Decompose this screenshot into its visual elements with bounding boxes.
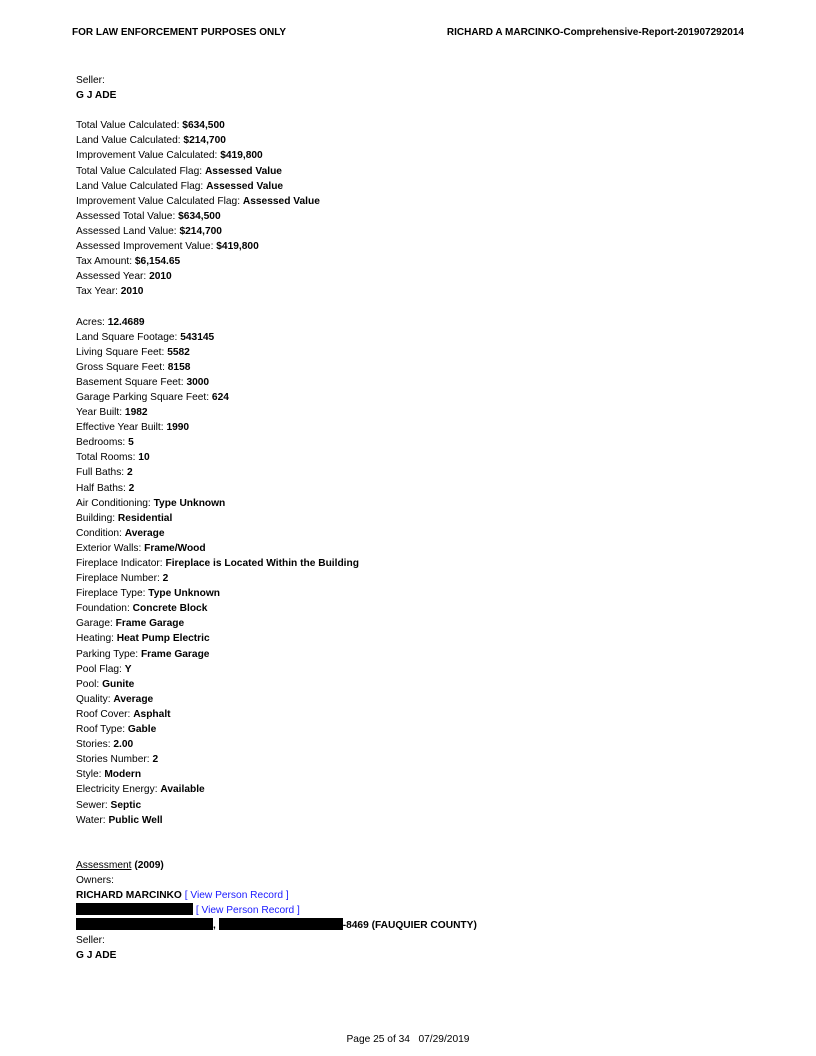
field-value: 2010 [149, 271, 172, 283]
field-value: Available [160, 784, 205, 796]
field-label: Garage: [76, 618, 116, 630]
address-row [76, 918, 736, 933]
field-label: Half Baths: [76, 482, 129, 494]
field-label: Quality: [76, 693, 114, 705]
spacer [76, 103, 736, 118]
field-label: Roof Cover: [76, 708, 134, 720]
field-label: Assessed Land Value: [76, 225, 180, 237]
field-row [76, 677, 736, 692]
field-label: Gross Square Feet: [76, 361, 168, 373]
field-row [76, 420, 736, 435]
field-row [76, 209, 736, 224]
field-row [76, 662, 736, 677]
field-label: Stories: [76, 739, 114, 751]
field-value: 2 [128, 482, 135, 494]
values-list [76, 118, 736, 299]
field-value: 10 [138, 452, 150, 464]
field-value: Assessed Value [204, 165, 282, 177]
field-label: Garage Parking Square Feet: [76, 391, 212, 403]
field-row [76, 375, 736, 390]
field-value: Type Unknown [148, 588, 220, 600]
field-value: Assessed Value [206, 180, 284, 192]
assessment-heading [76, 858, 736, 873]
field-label: Parking Type: [76, 648, 141, 660]
field-row [76, 345, 736, 360]
field-value: Residential [117, 512, 173, 524]
seller-value: G J ADE [76, 90, 117, 102]
field-row [76, 511, 736, 526]
field-label: Building: [76, 512, 118, 524]
field-value: Fireplace is Located Within the Building [165, 558, 359, 569]
assessment-year: (2009) [134, 859, 164, 871]
view-person-record-link[interactable]: [ View Person Record ] [195, 905, 300, 917]
report-date: 07/29/2019 [418, 1034, 470, 1045]
field-label: Tax Year: [76, 286, 121, 298]
field-label: Fireplace Type: [76, 588, 149, 600]
field-row [76, 616, 736, 631]
field-row [76, 813, 736, 828]
field-label: Electricity Energy: [76, 784, 161, 796]
field-value: 5 [128, 437, 134, 449]
field-value: Gunite [102, 678, 135, 690]
field-row [76, 707, 736, 722]
page-header [72, 27, 744, 41]
field-label: Heating: [76, 633, 117, 645]
assessment-seller-value: G J ADE [76, 950, 117, 962]
field-value: 2010 [120, 286, 144, 298]
field-value: Heat Pump Electric [116, 633, 210, 645]
field-row [76, 405, 736, 420]
field-row [76, 330, 736, 345]
field-value: Asphalt [133, 708, 171, 720]
field-value: Type Unknown [153, 497, 226, 509]
field-row [76, 269, 736, 284]
redaction-block [76, 918, 213, 930]
field-label: Stories Number: [76, 754, 153, 766]
redaction-block [76, 903, 193, 915]
spacer [76, 299, 736, 314]
field-value: 3000 [186, 376, 210, 388]
field-value: Modern [104, 769, 142, 781]
address-suffix: -8469 (FAUQUIER COUNTY) [342, 920, 477, 932]
view-person-record-link[interactable]: [ View Person Record ] [184, 890, 289, 902]
assessment-seller-label: Seller: [76, 935, 105, 947]
field-value: 1990 [166, 422, 190, 434]
assessment-title: Assessment [76, 859, 132, 871]
field-label: Pool Flag: [76, 663, 125, 675]
field-row [76, 435, 736, 450]
owners-label: Owners: [76, 874, 114, 886]
field-value: Y [124, 663, 132, 675]
field-label: Assessed Total Value: [76, 210, 179, 222]
field-row [76, 586, 736, 601]
field-row [76, 526, 736, 541]
redacted-owner-row [76, 903, 736, 918]
field-value: Average [124, 527, 165, 539]
field-row [76, 767, 736, 782]
field-value: 2.00 [113, 739, 134, 751]
owner-name: RICHARD MARCINKO [76, 890, 182, 902]
page-number: Page 25 of 34 [346, 1034, 410, 1045]
field-row [76, 647, 736, 662]
field-label: Land Square Footage: [76, 331, 181, 343]
field-label: Land Value Calculated Flag: [76, 180, 207, 192]
field-label: Air Conditioning: [76, 497, 154, 509]
field-value: Public Well [108, 814, 163, 826]
field-row [76, 465, 736, 480]
field-row [76, 179, 736, 194]
field-label: Acres: [76, 316, 108, 328]
field-value: Average [113, 693, 154, 705]
field-value: 2 [162, 573, 169, 585]
field-value: 2 [152, 754, 159, 766]
redaction-block [219, 918, 343, 930]
field-row [76, 496, 736, 511]
field-value: Assessed Value [242, 195, 320, 207]
field-value: Septic [110, 799, 142, 811]
classification-label: FOR LAW ENFORCEMENT PURPOSES ONLY [72, 27, 287, 38]
field-row [76, 118, 736, 133]
field-value: Frame Garage [140, 648, 210, 660]
field-value: Concrete Block [132, 603, 208, 615]
page-footer [0, 1034, 816, 1045]
field-value: $419,800 [216, 241, 259, 253]
field-row [76, 737, 736, 752]
field-label: Assessed Year: [76, 271, 150, 283]
field-row [76, 239, 736, 254]
field-label: Improvement Value Calculated: [76, 150, 221, 162]
field-label: Full Baths: [76, 467, 127, 479]
field-label: Sewer: [76, 799, 111, 811]
field-label: Roof Type: [76, 724, 128, 736]
field-row [76, 315, 736, 330]
field-row [76, 284, 736, 299]
field-row [76, 390, 736, 405]
field-label: Basement Square Feet: [76, 376, 187, 388]
field-row [76, 133, 736, 148]
field-label: Fireplace Indicator: [76, 558, 166, 569]
field-row [76, 164, 736, 179]
field-value: 543145 [180, 331, 215, 343]
field-value: 8158 [167, 361, 191, 373]
field-label: Total Value Calculated: [76, 120, 183, 132]
field-label: Living Square Feet: [76, 346, 168, 358]
field-label: Exterior Walls: [76, 542, 145, 554]
field-value: Frame/Wood [144, 542, 206, 554]
field-row [76, 752, 736, 767]
field-label: Water: [76, 814, 109, 826]
field-label: Condition: [76, 527, 125, 539]
field-value: $634,500 [182, 120, 225, 132]
spacer [76, 828, 736, 858]
field-row [76, 148, 736, 163]
field-label: Total Rooms: [76, 452, 139, 464]
field-row [76, 481, 736, 496]
field-label: Year Built: [76, 407, 125, 419]
field-label: Bedrooms: [76, 437, 129, 449]
field-label: Fireplace Number: [76, 573, 163, 585]
field-value: 12.4689 [107, 316, 145, 328]
field-row [76, 571, 736, 586]
field-label: Total Value Calculated Flag: [76, 165, 205, 177]
field-row [76, 782, 736, 797]
field-label: Land Value Calculated: [76, 135, 184, 147]
owner-row [76, 888, 736, 903]
field-value: $634,500 [178, 210, 221, 222]
field-value: 624 [211, 391, 229, 403]
field-row [76, 798, 736, 813]
seller-label: Seller: [76, 75, 105, 86]
address-comma: , [213, 920, 216, 932]
field-label: Effective Year Built: [76, 422, 167, 434]
field-value: 1982 [124, 407, 148, 419]
field-label: Tax Amount: [76, 256, 135, 268]
field-label: Pool: [76, 678, 103, 690]
field-row [76, 631, 736, 646]
field-label: Foundation: [76, 603, 133, 615]
field-value: $6,154.65 [134, 256, 181, 268]
field-row [76, 556, 736, 571]
field-row [76, 601, 736, 616]
field-row [76, 360, 736, 375]
field-row [76, 254, 736, 269]
field-value: $214,700 [179, 225, 222, 237]
field-value: 5582 [167, 346, 190, 358]
field-value: Gable [127, 724, 157, 736]
report-content [76, 73, 736, 964]
field-label: Improvement Value Calculated Flag: [76, 195, 243, 207]
field-label: Assessed Improvement Value: [76, 241, 217, 253]
field-row [76, 450, 736, 465]
field-label: Style: [76, 769, 105, 781]
field-row [76, 692, 736, 707]
field-row [76, 224, 736, 239]
field-value: 2 [126, 467, 133, 479]
field-value: $419,800 [220, 150, 263, 162]
field-value: $214,700 [183, 135, 226, 147]
field-row [76, 194, 736, 209]
field-row [76, 541, 736, 556]
field-row [76, 722, 736, 737]
field-value: Frame Garage [115, 618, 185, 630]
property-list [76, 315, 736, 828]
report-title: RICHARD A MARCINKO-Comprehensive-Report-201907292014 [446, 27, 744, 38]
